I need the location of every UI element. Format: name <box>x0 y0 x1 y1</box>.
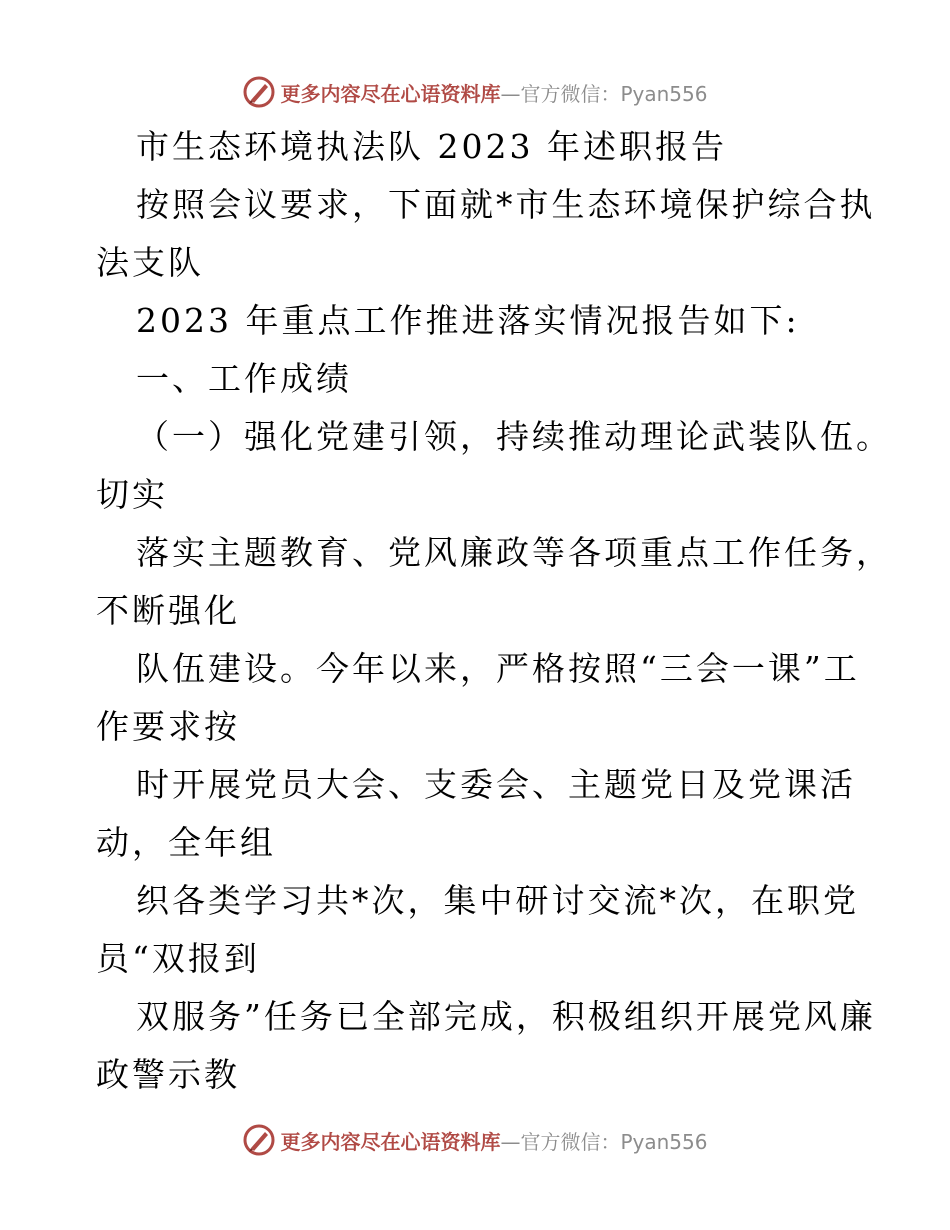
watermark-banner-bottom <box>0 1120 950 1160</box>
body-line: 作要求按 <box>96 707 240 746</box>
body-line: 双服务”任务已全部完成，积极组织开展党风廉 <box>136 997 876 1036</box>
body-line: 法支队 <box>96 243 204 282</box>
watermark-sub-text: —官方微信：Pyan556 <box>500 1129 708 1154</box>
watermark-main-text: 更多内容尽在心语资料库 <box>280 1129 501 1154</box>
pen-circle-logo-icon <box>242 1123 276 1157</box>
subsection-heading: （一）强化党建引领，持续推动理论武装队伍。 <box>136 417 892 456</box>
section-heading: 一、工作成绩 <box>136 359 352 398</box>
watermark-banner-top <box>0 72 950 112</box>
body-line: 动，全年组 <box>96 823 276 862</box>
body-line: 切实 <box>96 475 168 514</box>
body-line: 2023 年重点工作推进落实情况报告如下: <box>136 301 800 340</box>
body-line: 织各类学习共*次，集中研讨交流*次，在职党 <box>136 881 859 920</box>
watermark-main-text: 更多内容尽在心语资料库 <box>280 81 501 106</box>
body-line: 落实主题教育、党风廉政等各项重点工作任务， <box>136 533 892 572</box>
body-line: 按照会议要求，下面就*市生态环境保护综合执 <box>136 185 876 224</box>
pen-circle-logo-icon <box>242 75 276 109</box>
body-line: 队伍建设。今年以来，严格按照“三会一课”工 <box>136 649 860 688</box>
document-body <box>96 118 892 1104</box>
body-line: 不断强化 <box>96 591 240 630</box>
body-line: 时开展党员大会、支委会、主题党日及党课活 <box>136 765 856 804</box>
body-line: 员“双报到 <box>96 939 260 978</box>
watermark-sub-text: —官方微信：Pyan556 <box>500 81 708 106</box>
body-line: 政警示教 <box>96 1055 240 1094</box>
document-title: 市生态环境执法队 2023 年述职报告 <box>136 127 727 166</box>
